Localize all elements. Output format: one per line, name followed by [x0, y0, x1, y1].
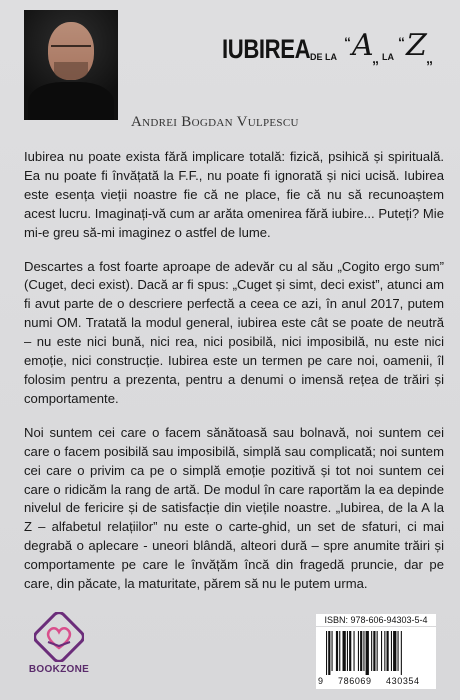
blurb-paragraph: Iubirea nu poate exista fără implicare totală: fizică, psihică și spirituală. Ea nu poate fi învățată la F.F., nu poate fi ignorată și nici ucisă. Iubirea este esența vieții noastre fie că ne place, fie că nu să recunoaștem acest lucru. Imaginați-vă cum ar arăta omenirea fără iubire... Puteți? Mie mi-e greu să-mi imaginez o astfel de lume.: [24, 149, 444, 240]
title-quote-close-z: „: [426, 50, 433, 66]
blurb-paragraph: Descartes a fost foarte aproape de adevăr cu al său „Cogito ergo sum” (Cuget, deci exist). Dacă ar fi spus: „Cuget și simt, deci exist”, atunci am fi avut parte de o descriere perfectă a ceea ce azi, în anul 2017, putem numi OM. Tratată la modul general, iubirea este cât se poate de neutră – nu este nici bună, nici rea, nici posibilă, nici imposibilă, nu este nici emoție, nici construcție. Iubirea este un termen pe care noi, oamenii, îl folosim pentru a prezenta, pentru a denumi o imensă rețea de trăiri și comportamente.: [24, 258, 444, 406]
publisher-name: BOOKZONE: [28, 664, 90, 675]
barcode-bar: [336, 631, 338, 671]
barcode-bar: [347, 631, 348, 671]
barcode: [316, 627, 436, 689]
author-name: Andrei Bogdan Vulpescu: [131, 114, 299, 130]
author-photo-glasses: [51, 45, 91, 57]
barcode-bar: [384, 631, 385, 671]
barcode-bar: [339, 631, 340, 671]
barcode-bar: [391, 631, 392, 671]
title-de-la: DE LA: [310, 52, 337, 62]
barcode-bar: [343, 631, 346, 671]
barcode-bar: [354, 631, 355, 671]
barcode-bar: [328, 631, 330, 675]
barcode-bar: [377, 631, 378, 671]
title-quote-close-a: „: [372, 50, 379, 66]
author-photo: [24, 10, 118, 120]
title-la: LA: [382, 52, 394, 62]
author-photo-beard: [54, 62, 88, 80]
barcode-bar: [326, 631, 327, 675]
barcode-bar: [349, 631, 351, 671]
barcode-bar: [358, 631, 359, 671]
title-quote-open-z: “: [398, 34, 405, 50]
barcode-bar: [387, 631, 389, 671]
heart-book-icon: [34, 612, 84, 662]
barcode-bar: [332, 631, 333, 671]
title-letter-z: Z: [406, 28, 427, 63]
title-letter-a: A: [352, 28, 374, 63]
barcode-bar: [401, 631, 402, 675]
barcode-bars: [326, 631, 430, 675]
barcode-bar: [363, 631, 364, 671]
publisher-logo: [24, 612, 94, 692]
barcode-bar: [393, 631, 396, 671]
barcode-bar: [398, 631, 399, 671]
barcode-digits-left: 786069: [338, 676, 372, 686]
title-main: IUBIREA: [222, 34, 311, 64]
barcode-digit-first: 9: [318, 676, 324, 686]
blurb-text: [24, 148, 444, 609]
barcode-bar: [373, 631, 375, 671]
barcode-digits-right: 430354: [386, 676, 420, 686]
barcode-bar: [366, 631, 369, 675]
barcode-bar: [371, 631, 372, 671]
book-title: [222, 28, 442, 68]
title-quote-open-a: “: [344, 34, 351, 50]
blurb-paragraph: Noi suntem cei care o facem sănătoasă sau bolnavă, noi suntem cei care o facem posibilă sau imposibilă, simplă sau complicată; noi suntem cei care o privim ca pe o simplă emoție pozitivă și tot noi suntem cei care o ridicăm la rang de artă. De modul în care raportăm la ea depinde nivelul de fericire și de satisfacție din viețile noastre. „Iubirea, de la A la Z – alfabetul relațiilor” nu este o carte-ghid, un set de sfaturi, ci mai degrabă o aplecare - uneori blândă, alteori dură – spre anumite trăiri și comportamente pe care le învățăm încă din fragedă pruncie, dar pe care, din păcate, la maturitate, părem să nu le putem urma.: [24, 424, 444, 592]
author-photo-body: [28, 82, 114, 120]
isbn-label: ISBN: 978-606-94303-5-4: [316, 614, 436, 626]
barcode-digits: [316, 675, 436, 687]
barcode-bar: [360, 631, 362, 671]
barcode-bar: [381, 631, 382, 671]
